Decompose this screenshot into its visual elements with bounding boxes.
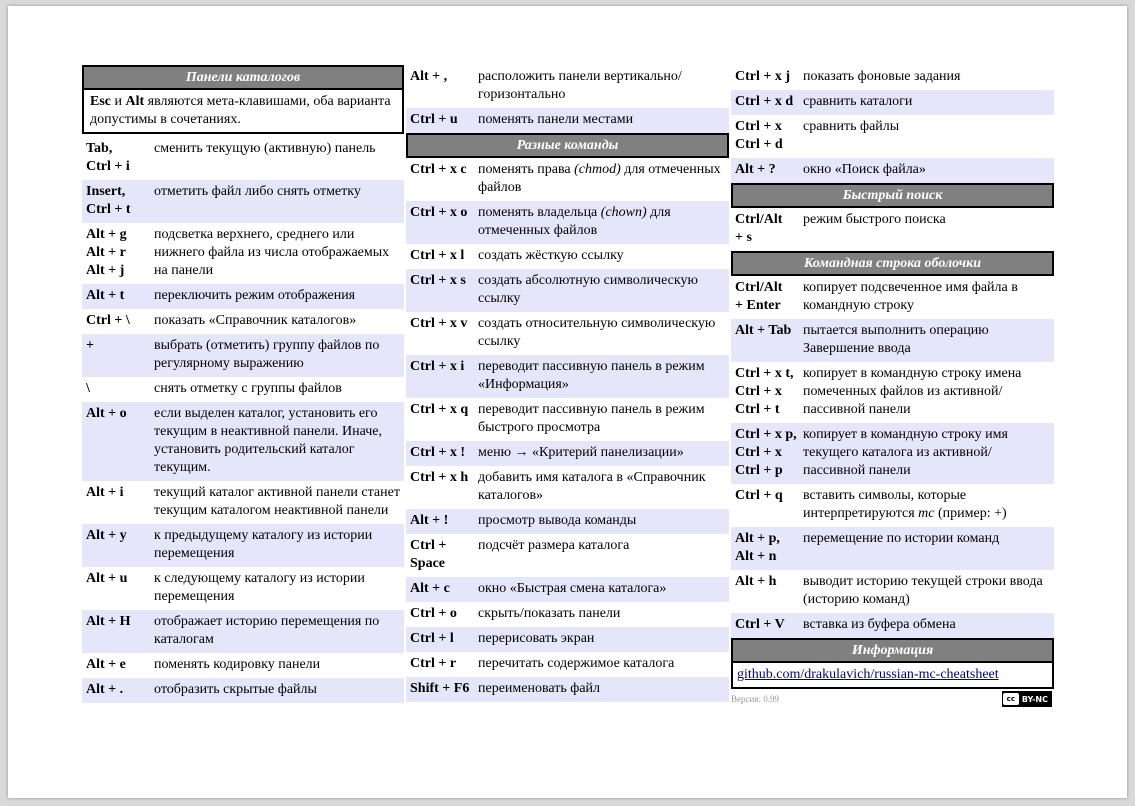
shortcut-row [731, 362, 1054, 423]
shortcut-row [731, 527, 1054, 570]
shortcut-description: сменить текущую (активную) панель [154, 141, 376, 156]
shortcut-row [406, 577, 729, 602]
shortcut-row [731, 90, 1054, 115]
shortcut-row [731, 570, 1054, 613]
shortcut-key: Ctrl + q [735, 488, 783, 503]
shortcut-description: копирует в командную строку имена помеченных файлов из активной/пассивной панели [803, 366, 1022, 417]
shortcut-key: Alt + c [410, 581, 450, 596]
shortcut-row [731, 319, 1054, 362]
section-header-info: Информация [731, 638, 1054, 663]
shortcut-key: Ctrl + x v [410, 316, 468, 331]
shortcut-key: Ctrl + x d [735, 94, 794, 109]
shortcut-description: показать фоновые задания [803, 69, 961, 84]
shortcut-description: поменять панели местами [478, 112, 634, 127]
shortcut-description: выбрать (отметить) группу файлов по регулярному выражению [154, 338, 380, 371]
shortcut-description: поменять права (chmod) для отмеченных файлов [478, 162, 721, 195]
shortcut-row [406, 158, 729, 201]
shortcut-key: Alt + g Alt + r Alt + j [86, 227, 127, 278]
shortcut-row [731, 115, 1054, 158]
shortcut-key: Alt + o [86, 406, 127, 421]
section-header-shell: Командная строка оболочки [731, 251, 1054, 276]
shortcut-key: Ctrl + x i [410, 359, 465, 374]
shortcut-row [406, 466, 729, 509]
shortcut-key: Ctrl + x o [410, 205, 468, 220]
shortcut-description: переводит пассивную панель в режим быстрого просмотра [478, 402, 705, 435]
shortcut-key: Alt + ? [735, 162, 776, 177]
shortcut-description: подсчёт размера каталога [478, 538, 630, 553]
shortcut-row [731, 276, 1054, 319]
shortcut-row [731, 423, 1054, 484]
column-search-shell [731, 65, 1054, 707]
shortcut-description: скрыть/показать панели [478, 606, 621, 621]
shortcut-row [406, 441, 729, 466]
shortcut-description: переименовать файл [478, 681, 601, 696]
shortcut-key: Alt + ! [410, 513, 449, 528]
shortcut-description: меню → «Критерий панелизации» [478, 445, 684, 460]
shortcut-row [82, 678, 404, 703]
shortcut-description: вставить символы, которые интерпретируются mc (пример: +) [803, 488, 1007, 521]
shortcut-key: Ctrl + o [410, 606, 457, 621]
shortcut-description: перечитать содержимое каталога [478, 656, 675, 671]
shortcut-description: режим быстрого поиска [803, 212, 946, 227]
shortcut-row [406, 602, 729, 627]
shortcut-row [406, 108, 729, 133]
shortcut-row [406, 398, 729, 441]
meta-keys-note [82, 90, 404, 134]
shortcut-description: снять отметку с группы файлов [154, 381, 342, 396]
shortcut-row [406, 534, 729, 577]
shortcut-row [406, 652, 729, 677]
shortcut-row [82, 137, 404, 180]
version-label: Версия: 0.99 [731, 694, 779, 704]
section-header-panels: Панели каталогов [82, 65, 404, 90]
shortcut-description: создать относительную символическую ссылку [478, 316, 716, 349]
quick-search-list [731, 208, 1054, 251]
github-link[interactable]: github.com/drakulavich/russian-mc-cheatsheet [737, 667, 999, 682]
shortcut-key: + [86, 338, 94, 353]
panels-shortcut-list [82, 137, 404, 703]
footer [731, 691, 1054, 707]
shortcut-row [406, 627, 729, 652]
shortcut-key: Alt + e [86, 657, 126, 672]
shortcut-key: Ctrl/Alt + s [735, 212, 783, 245]
shortcut-key: Ctrl + u [410, 112, 458, 127]
shortcut-description: к предыдущему каталогу из истории перемещения [154, 528, 373, 561]
shortcut-row [82, 567, 404, 610]
shortcut-row [731, 158, 1054, 183]
shortcut-description: переводит пассивную панель в режим «Информация» [478, 359, 705, 392]
shortcut-description: текущий каталог активной панели станет текущим каталогом неактивной панели [154, 485, 400, 518]
shortcut-key: Ctrl + x l [410, 248, 465, 263]
shortcut-row [82, 309, 404, 334]
note-key-alt: Alt [125, 94, 145, 109]
shortcut-key: Ctrl + x s [410, 273, 466, 288]
shortcut-description: поменять кодировку панели [154, 657, 321, 672]
shortcut-key: Ctrl + x h [410, 470, 469, 485]
shortcut-description: просмотр вывода команды [478, 513, 637, 528]
license-label: BY-NC [1021, 694, 1048, 704]
shortcut-description: перерисовать экран [478, 631, 595, 646]
cheatsheet-page [8, 6, 1127, 798]
shortcut-row [82, 481, 404, 524]
shortcut-row [406, 201, 729, 244]
column-misc [406, 65, 729, 702]
shortcut-key: Ctrl + V [735, 617, 785, 632]
misc-extra-list [731, 65, 1054, 183]
shortcut-description: отметить файл либо снять отметку [154, 184, 361, 199]
shortcut-row [82, 653, 404, 678]
note-text-1: и [111, 94, 126, 109]
shortcut-description: к следующему каталогу из истории перемещения [154, 571, 365, 604]
shortcut-row [731, 65, 1054, 90]
shortcut-key: Insert, Ctrl + t [86, 184, 131, 217]
cc-icon: cc [1003, 693, 1019, 705]
shortcut-row [82, 180, 404, 223]
shortcut-description: окно «Быстрая смена каталога» [478, 581, 667, 596]
shortcut-description: переключить режим отображения [154, 288, 356, 303]
shortcut-row [82, 402, 404, 481]
shortcut-row [406, 312, 729, 355]
shortcut-description: копирует в командную строку имя текущего каталога из активной/пассивной панели [803, 427, 1008, 478]
shortcut-description: отображает историю перемещения по каталогам [154, 614, 380, 647]
shortcut-description: расположить панели вертикально/горизонтально [478, 69, 682, 102]
shortcut-row [406, 65, 729, 108]
shortcut-description: создать жёсткую ссылку [478, 248, 624, 263]
shortcut-key: Alt + p, Alt + n [735, 531, 780, 564]
shell-shortcut-list [731, 276, 1054, 638]
note-text-2: являются мета-клавишами, оба варианта допустимы в сочетаниях. [90, 94, 391, 127]
shortcut-description: отобразить скрытые файлы [154, 682, 317, 697]
shortcut-key: Tab, Ctrl + i [86, 141, 130, 174]
shortcut-key: Ctrl + x Ctrl + d [735, 119, 783, 152]
shortcut-key: Ctrl + x c [410, 162, 467, 177]
shortcut-description: поменять владельца (chown) для отмеченных файлов [478, 205, 671, 238]
section-header-misc: Разные команды [406, 133, 729, 158]
shortcut-key: Ctrl + x p, Ctrl + x Ctrl + p [735, 427, 797, 478]
shortcut-row [406, 677, 729, 702]
shortcut-description: копирует подсвеченное имя файла в командную строку [803, 280, 1018, 313]
shortcut-key: Ctrl + Space [410, 538, 447, 571]
shortcut-key: Shift + F6 [410, 681, 470, 696]
shortcut-key: Alt + , [410, 69, 448, 84]
shortcut-key: Alt + . [86, 682, 124, 697]
shortcut-description: сравнить каталоги [803, 94, 913, 109]
column-panels [82, 65, 404, 703]
shortcut-key: Ctrl + l [410, 631, 454, 646]
shortcut-key: Alt + Tab [735, 323, 792, 338]
shortcut-row [82, 223, 404, 284]
info-link-box [731, 663, 1054, 689]
shortcut-description: если выделен каталог, установить его текущим в неактивной панели. Иначе, установить родительский каталог текущим. [154, 406, 382, 475]
shortcut-key: Alt + t [86, 288, 125, 303]
shortcut-description: вставка из буфера обмена [803, 617, 956, 632]
shortcut-key: Alt + h [735, 574, 777, 589]
shortcut-description: пытается выполнить операцию Завершение ввода [803, 323, 989, 356]
shortcut-key: Alt + H [86, 614, 131, 629]
shortcut-key: Ctrl + r [410, 656, 457, 671]
shortcut-row [406, 355, 729, 398]
section-header-quick-search: Быстрый поиск [731, 183, 1054, 208]
shortcut-key: \ [86, 381, 90, 396]
shortcut-description: сравнить файлы [803, 119, 900, 134]
shortcut-key: Ctrl + x t, Ctrl + x Ctrl + t [735, 366, 794, 417]
shortcut-key: Ctrl + x j [735, 69, 791, 84]
shortcut-description: перемещение по истории команд [803, 531, 1000, 546]
cc-license-badge [1002, 691, 1052, 707]
shortcut-key: Alt + y [86, 528, 127, 543]
shortcut-row [406, 269, 729, 312]
panels-extra-list [406, 65, 729, 133]
shortcut-key: Ctrl/Alt + Enter [735, 280, 783, 313]
shortcut-row [82, 377, 404, 402]
note-key-esc: Esc [90, 94, 111, 109]
shortcut-row [406, 509, 729, 534]
shortcut-description: добавить имя каталога в «Справочник каталогов» [478, 470, 706, 503]
shortcut-description: окно «Поиск файла» [803, 162, 926, 177]
shortcut-description: выводит историю текущей строки ввода (историю команд) [803, 574, 1043, 607]
shortcut-row [82, 284, 404, 309]
shortcut-key: Ctrl + x q [410, 402, 469, 417]
shortcut-row [731, 208, 1054, 251]
shortcut-row [731, 613, 1054, 638]
misc-shortcut-list [406, 158, 729, 702]
shortcut-description: подсветка верхнего, среднего или нижнего файла из числа отображаемых на панели [154, 227, 390, 278]
shortcut-description: показать «Справочник каталогов» [154, 313, 357, 328]
shortcut-row [82, 610, 404, 653]
shortcut-key: Ctrl + x ! [410, 445, 466, 460]
shortcut-key: Ctrl + \ [86, 313, 130, 328]
shortcut-row [731, 484, 1054, 527]
shortcut-key: Alt + i [86, 485, 124, 500]
shortcut-key: Alt + u [86, 571, 128, 586]
shortcut-row [82, 524, 404, 567]
shortcut-row [406, 244, 729, 269]
shortcut-row [82, 334, 404, 377]
shortcut-description: создать абсолютную символическую ссылку [478, 273, 698, 306]
